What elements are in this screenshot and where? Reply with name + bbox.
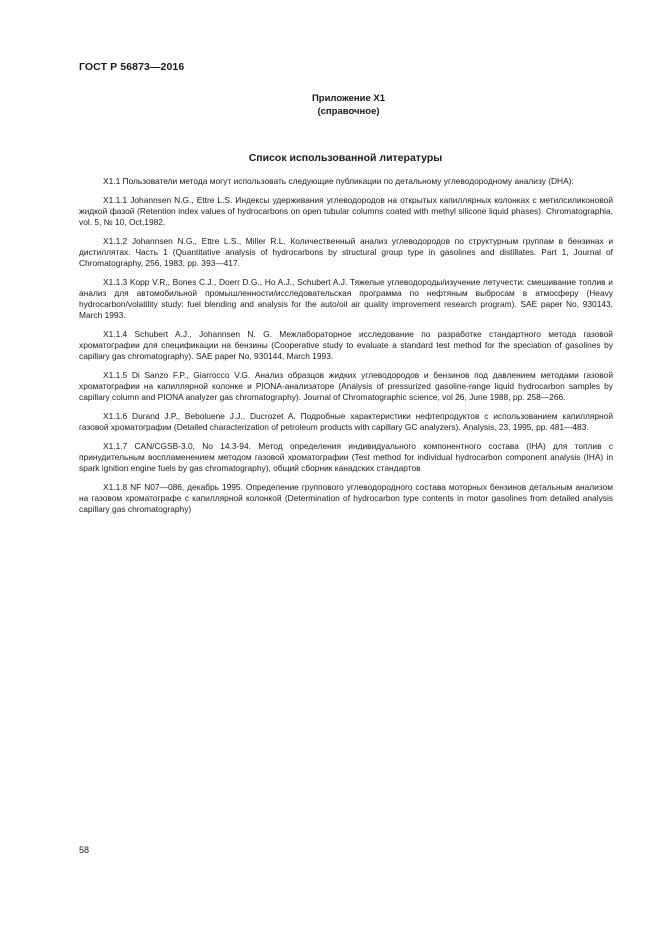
- reference-item: Х1.1.2 Johannsen N.G., Ettre L.S., Miller R.L. Количественный анализ углеводородов по структурным группам в бензинах и дистиллятах. Часть 1 (Quantitative analysis of hydrocarbons by structural group type in gasolines and distillates. Part 1, Journal of Chromatography, 256, 1983, pp. 393—417.: [79, 236, 613, 268]
- paragraph-intro: Х1.1 Пользователи метода могут использовать следующие публикации по детальному углеводородному анализу (DHA):: [103, 176, 574, 186]
- page-number: 58: [79, 845, 90, 855]
- section-title: Список использованной литературы: [248, 152, 443, 164]
- references-body: [79, 176, 613, 523]
- reference-item: Х1.1.8 NF N07—086, декабрь 1995. Определение группового углеводородного состава моторных бензинов детальным анализом на газовом хроматографе с капиллярной колонкой (Determination of hydrocarbon type contents in motor gasolines from detailed analysis capillary gas chromatography): [79, 482, 613, 514]
- appendix-title: Приложение Х1: [311, 93, 386, 104]
- standard-code: ГОСТ Р 56873—2016: [79, 61, 185, 73]
- reference-item: Х1.1.4 Schubert A.J., Johannsen N. G. Межлабораторное исследование по разработке стандартного метода газовой хроматографии для спецификации на бензины (Cooperative study to evaluate a standard test method for the speciation of gasolines by capillary gas chromatography). SAE paper No, 930144, March 1993.: [79, 329, 613, 361]
- appendix-subtitle: (справочное): [317, 106, 380, 117]
- reference-item: Х1.1.5 Di Sanzo F.P., Giarrocco V.G. Анализ образцов жидких углеводородов и бензинов под давлением методами газовой хроматографии на капиллярной колонке и PIONA-анализаторе (Analysis of pressurized gasoline-range liquid hydrocarbon samples by capillary column and PIONA analyzer gas chromatography). Journal of Chromatographic science, vol 26, June 1988, pp. 258—266.: [79, 370, 613, 402]
- reference-item: Х1.1.6 Durand J.P., Beboluene J.J., Ducrozet A. Подробные характеристики нефтепродуктов с использованием капиллярной газовой хроматографии (Detailed characterization of petroleum products with capillary GC analyzers). Analysis, 23, 1995, pp. 481—483.: [79, 411, 613, 432]
- reference-item: Х1.1.3 Kopp V.R., Bones C.J., Doerr D.G., Ho A.J., Schubert A.J. Тяжелые углеводороды/изучение летучести: смешивание топлив и анализ для автомобильной промышленности/исследовательская программа по нефтяным выбросам в атмосферу (Heavy hydrocarbon/volatility study: fuel blending and analysis for the auto/oil air quality improvement research program). SAE paper No, 930143, March 1993.: [79, 277, 613, 320]
- appendix-heading: [0, 92, 661, 118]
- reference-item: Х1.1.1 Johannsen N.G., Ettre L.S. Индексы удерживания углеводородов на открытых капиллярных колонках с метилсиликоновой жидкой фазой (Retention index values of hydrocarbons on open tubular columns coated with methyl silicone liquid phases). Chromatographia, vol. 5, № 10, Oct,1982.: [79, 195, 613, 227]
- reference-item: Х1.1.7 CAN/CGSB-3.0, No 14.3-94. Метод определения индивидуального компонентного состава (IHA) для топлив с принудительным воспламенением методом газовой хроматографии (Test method for individual hydrocarbon component analysis (IHA) in spark ignition engine fuels by gas chromatography), общий сборник канадских стандартов: [79, 441, 613, 473]
